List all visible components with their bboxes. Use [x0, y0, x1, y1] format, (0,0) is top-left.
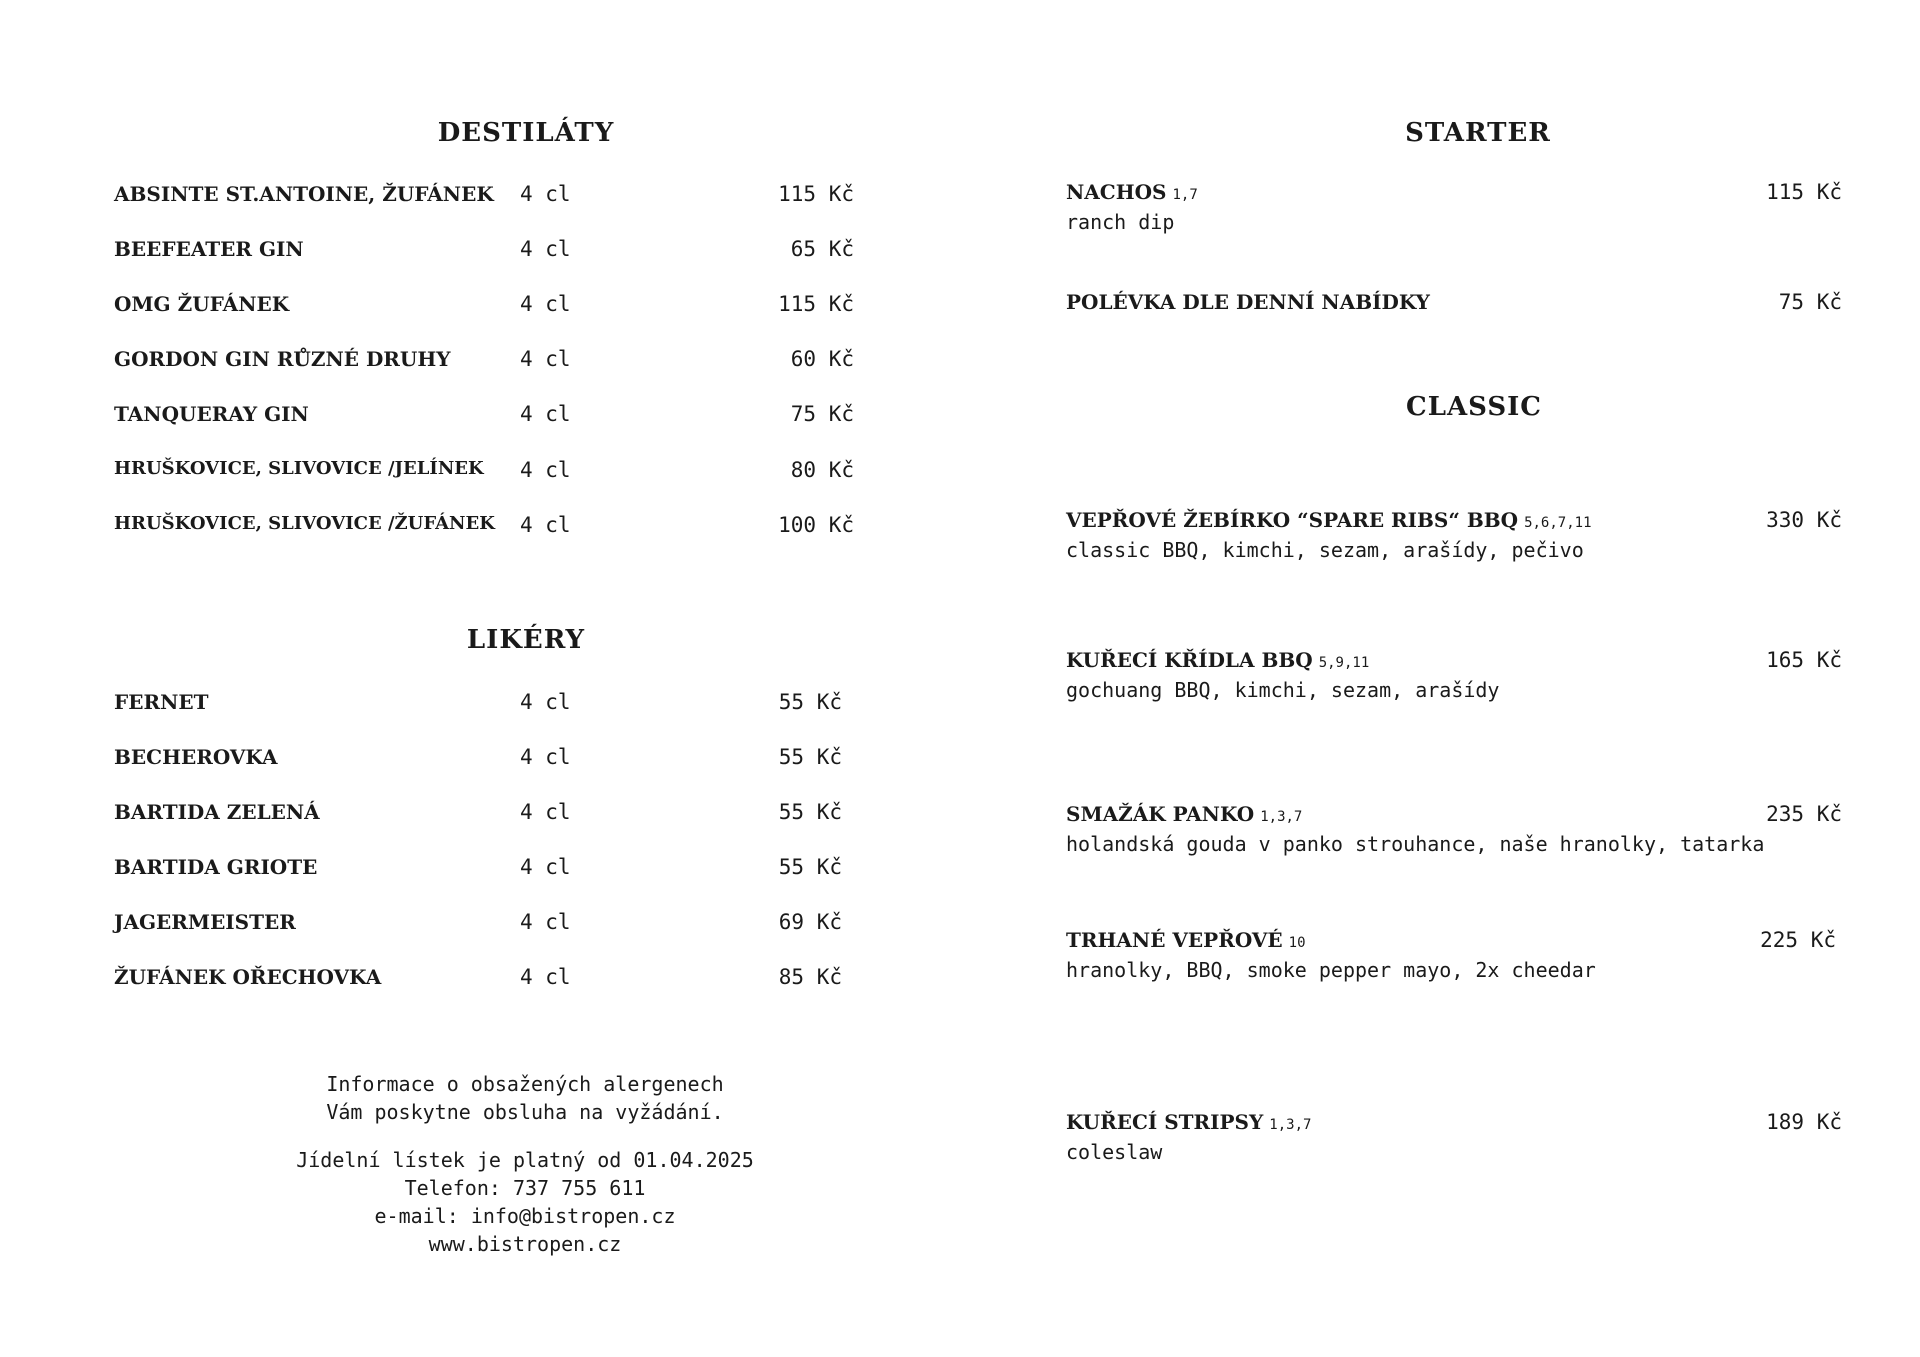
drink-name: BECHEROVKA: [114, 745, 278, 769]
drink-name: OMG ŽUFÁNEK: [114, 292, 290, 316]
allergen-info-line: Vám poskytne obsluha na vyžádání.: [326, 1100, 724, 1124]
drink-price: 75 Kč: [790, 402, 854, 426]
drink-price: 69 Kč: [778, 910, 842, 934]
drink-price: 100 Kč: [778, 513, 854, 537]
item-price: 165 Kč: [1766, 648, 1842, 672]
item-price: 75 Kč: [1778, 290, 1842, 314]
item-description: hranolky, BBQ, smoke pepper mayo, 2x cheedar: [1066, 958, 1596, 982]
drink-volume: 4 cl: [520, 965, 571, 989]
contact-website: www.bistropen.cz: [428, 1232, 622, 1256]
drink-price: 55 Kč: [778, 855, 842, 879]
item-name: NACHOS 1,7: [1066, 180, 1198, 204]
item-description: ranch dip: [1066, 210, 1175, 234]
drink-price: 55 Kč: [778, 745, 842, 769]
drink-row: [114, 458, 854, 488]
drink-name: GORDON GIN RŮZNÉ DRUHY: [114, 347, 451, 371]
drink-row: [114, 855, 854, 885]
drink-price: 65 Kč: [790, 237, 854, 261]
contact-email: e-mail: info@bistropen.cz: [374, 1204, 676, 1228]
drink-volume: 4 cl: [520, 800, 571, 824]
item-price: 225 Kč: [1760, 928, 1836, 952]
drink-name: JAGERMEISTER: [114, 910, 296, 934]
drink-name: ABSINTE ST.ANTOINE, ŽUFÁNEK: [114, 182, 494, 206]
drink-volume: 4 cl: [520, 237, 571, 261]
drink-row: [114, 965, 854, 995]
item-allergens: 1,7: [1172, 187, 1198, 203]
drink-row: [114, 237, 854, 267]
menu-item: [1066, 180, 1842, 236]
drink-price: 115 Kč: [778, 182, 854, 206]
drink-price: 55 Kč: [778, 690, 842, 714]
drink-price: 85 Kč: [778, 965, 842, 989]
item-price: 189 Kč: [1766, 1110, 1842, 1134]
item-price: 235 Kč: [1766, 802, 1842, 826]
drink-price: 115 Kč: [778, 292, 854, 316]
drink-volume: 4 cl: [520, 910, 571, 934]
menu-footer: [296, 1070, 754, 1258]
menu-item: [1066, 802, 1842, 858]
drink-volume: 4 cl: [520, 458, 571, 482]
starter-heading: STARTER: [1405, 118, 1551, 148]
drink-name: BARTIDA GRIOTE: [114, 855, 318, 879]
item-price: 115 Kč: [1766, 180, 1842, 204]
drink-row: [114, 182, 854, 212]
item-name: KUŘECÍ KŘÍDLA BBQ 5,9,11: [1066, 648, 1370, 672]
drink-row: [114, 690, 854, 720]
item-description: classic BBQ, kimchi, sezam, arašídy, pečivo: [1066, 538, 1584, 562]
item-allergens: 1,3,7: [1269, 1117, 1312, 1133]
item-description: coleslaw: [1066, 1140, 1163, 1164]
drink-price: 60 Kč: [790, 347, 854, 371]
drink-name: BEEFEATER GIN: [114, 237, 304, 261]
drink-volume: 4 cl: [520, 745, 571, 769]
item-name: KUŘECÍ STRIPSY 1,3,7: [1066, 1110, 1312, 1134]
drink-volume: 4 cl: [520, 347, 571, 371]
menu-item: [1066, 1110, 1842, 1166]
drink-row: [114, 745, 854, 775]
item-name: POLÉVKA DLE DENNÍ NABÍDKY: [1066, 290, 1430, 314]
drink-row: [114, 910, 854, 940]
drink-name: ŽUFÁNEK OŘECHOVKA: [114, 965, 382, 989]
drink-row: [114, 292, 854, 322]
drink-price: 80 Kč: [790, 458, 854, 482]
item-allergens: 5,6,7,11: [1524, 515, 1592, 531]
drink-volume: 4 cl: [520, 292, 571, 316]
drink-name: TANQUERAY GIN: [114, 402, 309, 426]
drink-volume: 4 cl: [520, 182, 571, 206]
drink-name: HRUŠKOVICE, SLIVOVICE /ŽUFÁNEK: [114, 513, 495, 534]
item-allergens: 5,9,11: [1318, 655, 1370, 671]
drink-row: [114, 402, 854, 432]
item-name: VEPŘOVÉ ŽEBÍRKO “SPARE RIBS“ BBQ 5,6,7,11: [1066, 508, 1592, 532]
destilaty-heading: DESTILÁTY: [437, 118, 615, 148]
item-description: holandská gouda v panko strouhance, naše hranolky, tatarka: [1066, 832, 1765, 856]
classic-heading: CLASSIC: [1406, 392, 1542, 422]
item-allergens: 1,3,7: [1260, 809, 1303, 825]
item-price: 330 Kč: [1766, 508, 1842, 532]
menu-item: [1066, 928, 1836, 984]
drink-volume: 4 cl: [520, 690, 571, 714]
drink-row: [114, 347, 854, 377]
menu-item: [1066, 508, 1842, 564]
menu-item: [1066, 648, 1842, 704]
menu-item: [1066, 290, 1842, 318]
drink-price: 55 Kč: [778, 800, 842, 824]
drink-name: FERNET: [114, 690, 209, 714]
item-name: TRHANÉ VEPŘOVÉ 10: [1066, 928, 1306, 952]
drink-volume: 4 cl: [520, 402, 571, 426]
drink-name: HRUŠKOVICE, SLIVOVICE /JELÍNEK: [114, 458, 484, 479]
drink-row: [114, 800, 854, 830]
drink-volume: 4 cl: [520, 513, 571, 537]
item-description: gochuang BBQ, kimchi, sezam, arašídy: [1066, 678, 1500, 702]
likery-heading: LIKÉRY: [466, 625, 586, 655]
drink-volume: 4 cl: [520, 855, 571, 879]
drink-row: [114, 513, 854, 543]
item-allergens: 10: [1288, 935, 1306, 951]
contact-phone: Telefon: 737 755 611: [404, 1176, 646, 1200]
item-name: SMAŽÁK PANKO 1,3,7: [1066, 802, 1303, 826]
allergen-info-line: Informace o obsažených alergenech: [326, 1072, 724, 1096]
menu-validity: Jídelní lístek je platný od 01.04.2025: [296, 1148, 754, 1172]
drink-name: BARTIDA ZELENÁ: [114, 800, 320, 824]
